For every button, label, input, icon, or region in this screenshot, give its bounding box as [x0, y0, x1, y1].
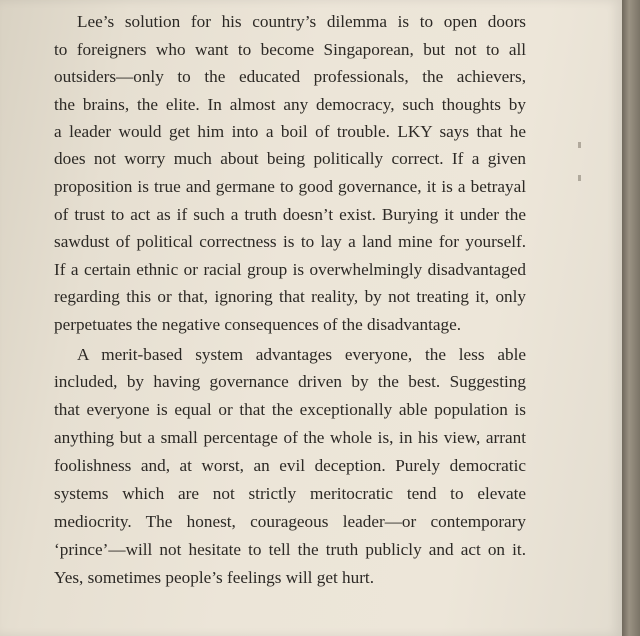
- text-line: foolishness and, at worst, an evil deception. Purely democratic: [54, 456, 526, 475]
- text-line: A merit-based system advantages everyone, the less able: [77, 345, 526, 364]
- text-line: Yes, sometimes people’s feelings will get hurt.: [54, 568, 375, 587]
- text-line: regarding this or that, ignoring that reality, by not treating it, only: [54, 287, 526, 306]
- page-edge: [622, 0, 640, 636]
- text-line: mediocrity. The honest, courageous leader—or contemporary: [54, 512, 526, 531]
- text-line: included, by having governance driven by the best. Suggesting: [54, 372, 526, 391]
- text-line: perpetuates the negative consequences of the disadvantage.: [54, 315, 462, 334]
- text-line: ‘prince’—will not hesitate to tell the truth publicly and act on it.: [54, 540, 526, 559]
- text-line: anything but a small percentage of the whole is, in his view, arrant: [54, 428, 526, 447]
- text-line: the brains, the elite. In almost any democracy, such thoughts by: [54, 95, 526, 114]
- text-line: systems which are not strictly meritocratic tend to elevate: [54, 484, 526, 503]
- text-line: sawdust of political correctness is to lay a land mine for yourself.: [54, 232, 526, 251]
- text-line: that everyone is equal or that the exceptionally able population is: [54, 400, 526, 419]
- text-line: If a certain ethnic or racial group is overwhelmingly disadvantaged: [54, 260, 526, 279]
- text-line: does not worry much about being politically correct. If a given: [54, 149, 526, 168]
- text-line: proposition is true and germane to good governance, it is a betrayal: [54, 177, 526, 196]
- text-line: a leader would get him into a boil of trouble. LKY says that he: [54, 122, 526, 141]
- text-line: Lee’s solution for his country’s dilemma is to open doors: [77, 12, 526, 31]
- text-line: to foreigners who want to become Singaporean, but not to all: [54, 40, 526, 59]
- text-line: of trust to act as if such a truth doesn’t exist. Burying it under the: [54, 205, 526, 224]
- text-line: outsiders—only to the educated professionals, the achievers,: [54, 67, 526, 86]
